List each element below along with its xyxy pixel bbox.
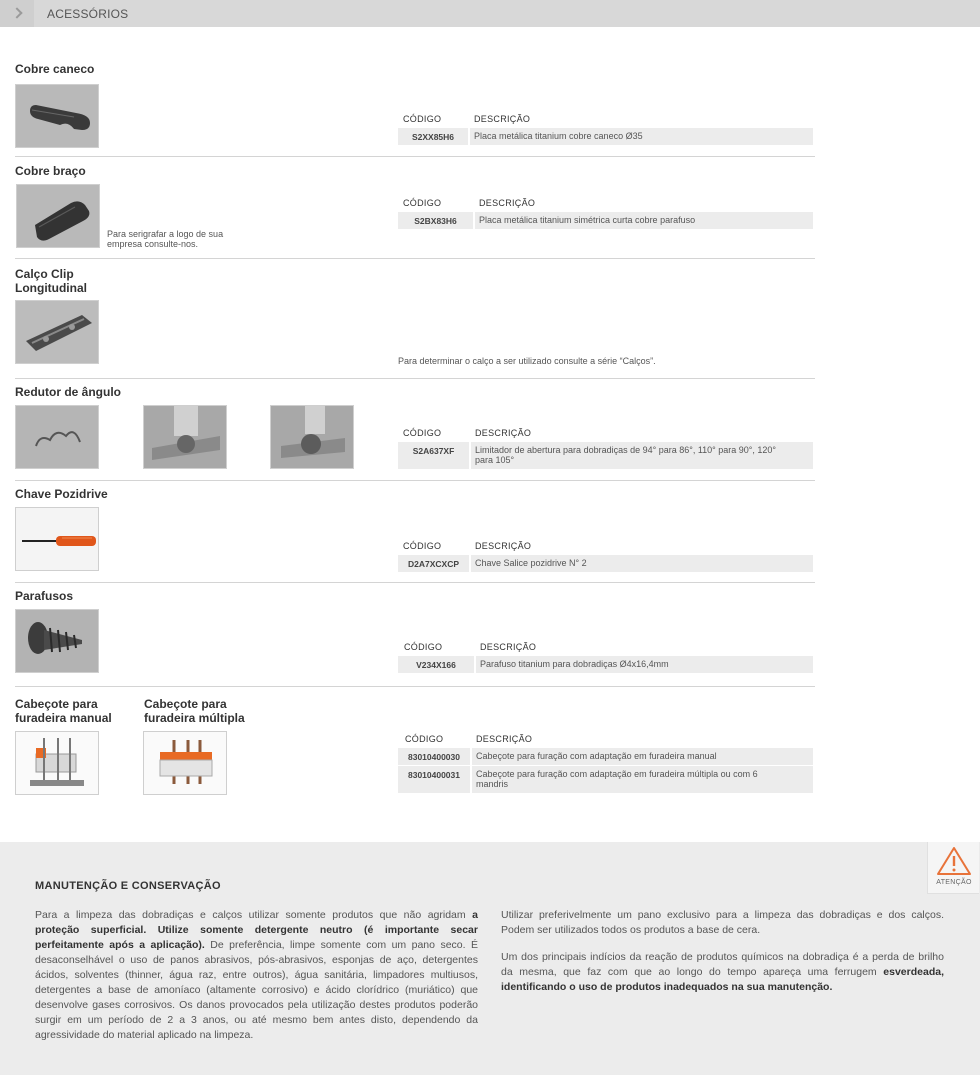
note-text: Para determinar o calço a ser utilizado consulte a série “Calços”.	[398, 356, 656, 366]
maintenance-title: MANUTENÇÃO E CONSERVAÇÃO	[35, 880, 221, 892]
section-title-a-line1: Cabeçote para	[15, 697, 98, 711]
maintenance-left-column	[35, 908, 478, 1043]
text-run: Para a limpeza das dobradiças e calços utilizar somente produtos que não agridam	[35, 909, 466, 921]
maintenance-paragraph: Utilizar preferivelmente um pano exclusivo para a limpeza das dobradiças e dos calços. Podem ser utilizados todos os produtos a base de cera.	[501, 909, 944, 936]
section-title: Chave Pozidrive	[15, 487, 108, 501]
text-run: Um dos principais indícios da reação de produtos químicos na dobradiça é a perda de brilho da mesma, que faz com que ao longo do tempo apareça uma ferrugem	[501, 951, 944, 978]
description-header: DESCRIÇÃO	[480, 642, 537, 652]
text-run: De preferência, limpe somente com um pano seco. É desaconselhável o uso de panos abrasivos, pós-abrasivos, esponjas de aço, detergentes ácidos, solventes (thinner, água raz, entre outros), água sanitária, limpadores multiusos, detergentes a base de amoníaco (altamente corrosivo) e ácido clorídrico (muriático) que desenvolve gases corrosivos. Os danos provocados pela utilização destes produtos poderão surgir em um período de 2 a 3 anos, ou até mesmo bem antes disto, dependendo da agressividade do material aplicado na limpeza.	[35, 939, 478, 1041]
product-description: Parafuso titanium para dobradiças Ø4x16,4mm	[480, 659, 669, 669]
code-header: CÓDIGO	[403, 198, 442, 208]
section-title: Cobre caneco	[15, 62, 95, 76]
maintenance-paragraph	[35, 908, 478, 1043]
section-title-b-line1: Cabeçote para	[144, 697, 227, 711]
drill-head-multiple-icon	[144, 732, 227, 795]
maintenance-right-column	[501, 908, 944, 995]
section-title: Cobre braço	[15, 164, 86, 178]
code-header: CÓDIGO	[405, 734, 444, 744]
code-header: CÓDIGO	[404, 642, 443, 652]
product-image-cabecote-manual	[15, 731, 99, 795]
product-description: Chave Salice pozidrive N° 2	[475, 558, 587, 568]
product-code: D2A7XCXCP	[398, 555, 471, 572]
section-header-title: ACESSÓRIOS	[47, 7, 129, 21]
code-header: CÓDIGO	[403, 114, 442, 124]
table-row	[398, 748, 813, 766]
product-code: 83010400030	[398, 748, 472, 765]
product-table	[398, 730, 813, 794]
section-title: Parafusos	[15, 589, 74, 603]
drill-head-manual-icon	[16, 732, 99, 795]
warning-label: ATENÇÃO	[936, 879, 972, 886]
section-title-a-line2: furadeira manual	[15, 711, 112, 725]
product-code: S2XX85H6	[398, 128, 470, 145]
code-header: CÓDIGO	[403, 541, 442, 551]
product-description: Placa metálica titanium cobre caneco Ø35	[474, 131, 643, 141]
code-header: CÓDIGO	[403, 428, 442, 438]
maintenance-section	[0, 842, 980, 1075]
description-header: DESCRIÇÃO	[476, 734, 533, 744]
product-code: V234X166	[398, 656, 476, 673]
section-title-line1: Calço Clip	[15, 267, 74, 281]
product-description: Placa metálica titanium simétrica curta cobre parafuso	[479, 215, 696, 225]
product-code: S2A637XF	[398, 442, 471, 469]
description-header: DESCRIÇÃO	[475, 428, 532, 438]
text-emphasis: a proteção superficial. Utilize somente detergente neutro (é importante secar	[35, 909, 478, 936]
description-header: DESCRIÇÃO	[474, 114, 531, 124]
description-header: DESCRIÇÃO	[475, 541, 532, 551]
product-description: Cabeçote para furação com adaptação em furadeira manual	[476, 751, 717, 761]
product-description: Limitador de abertura para dobradiças de 94° para 86°, 110° para 90°, 120° para 105°	[475, 445, 777, 465]
text-emphasis: esverdeada, identificando o uso de produtos inadequados na sua manutenção.	[501, 966, 944, 993]
text-emphasis: perfeitamente após a aplicação).	[35, 939, 205, 951]
product-image-cabecote-multipla	[143, 731, 227, 795]
section-title-line2: Longitudinal	[15, 281, 87, 295]
warning-triangle-icon	[928, 844, 980, 880]
note-text: Para serigrafar a logo de sua empresa consulte-nos.	[107, 229, 224, 249]
table-row	[398, 766, 813, 794]
product-description: Cabeçote para furação com adaptação em furadeira múltipla ou com 6 mandris	[476, 769, 758, 789]
product-code: 83010400031	[398, 766, 472, 793]
section-title-b-line2: furadeira múltipla	[144, 711, 245, 725]
description-header: DESCRIÇÃO	[479, 198, 536, 208]
warning-badge	[927, 842, 979, 894]
section-title: Redutor de ângulo	[15, 385, 121, 399]
product-code: S2BX83H6	[398, 212, 475, 229]
maintenance-paragraph	[501, 950, 944, 995]
